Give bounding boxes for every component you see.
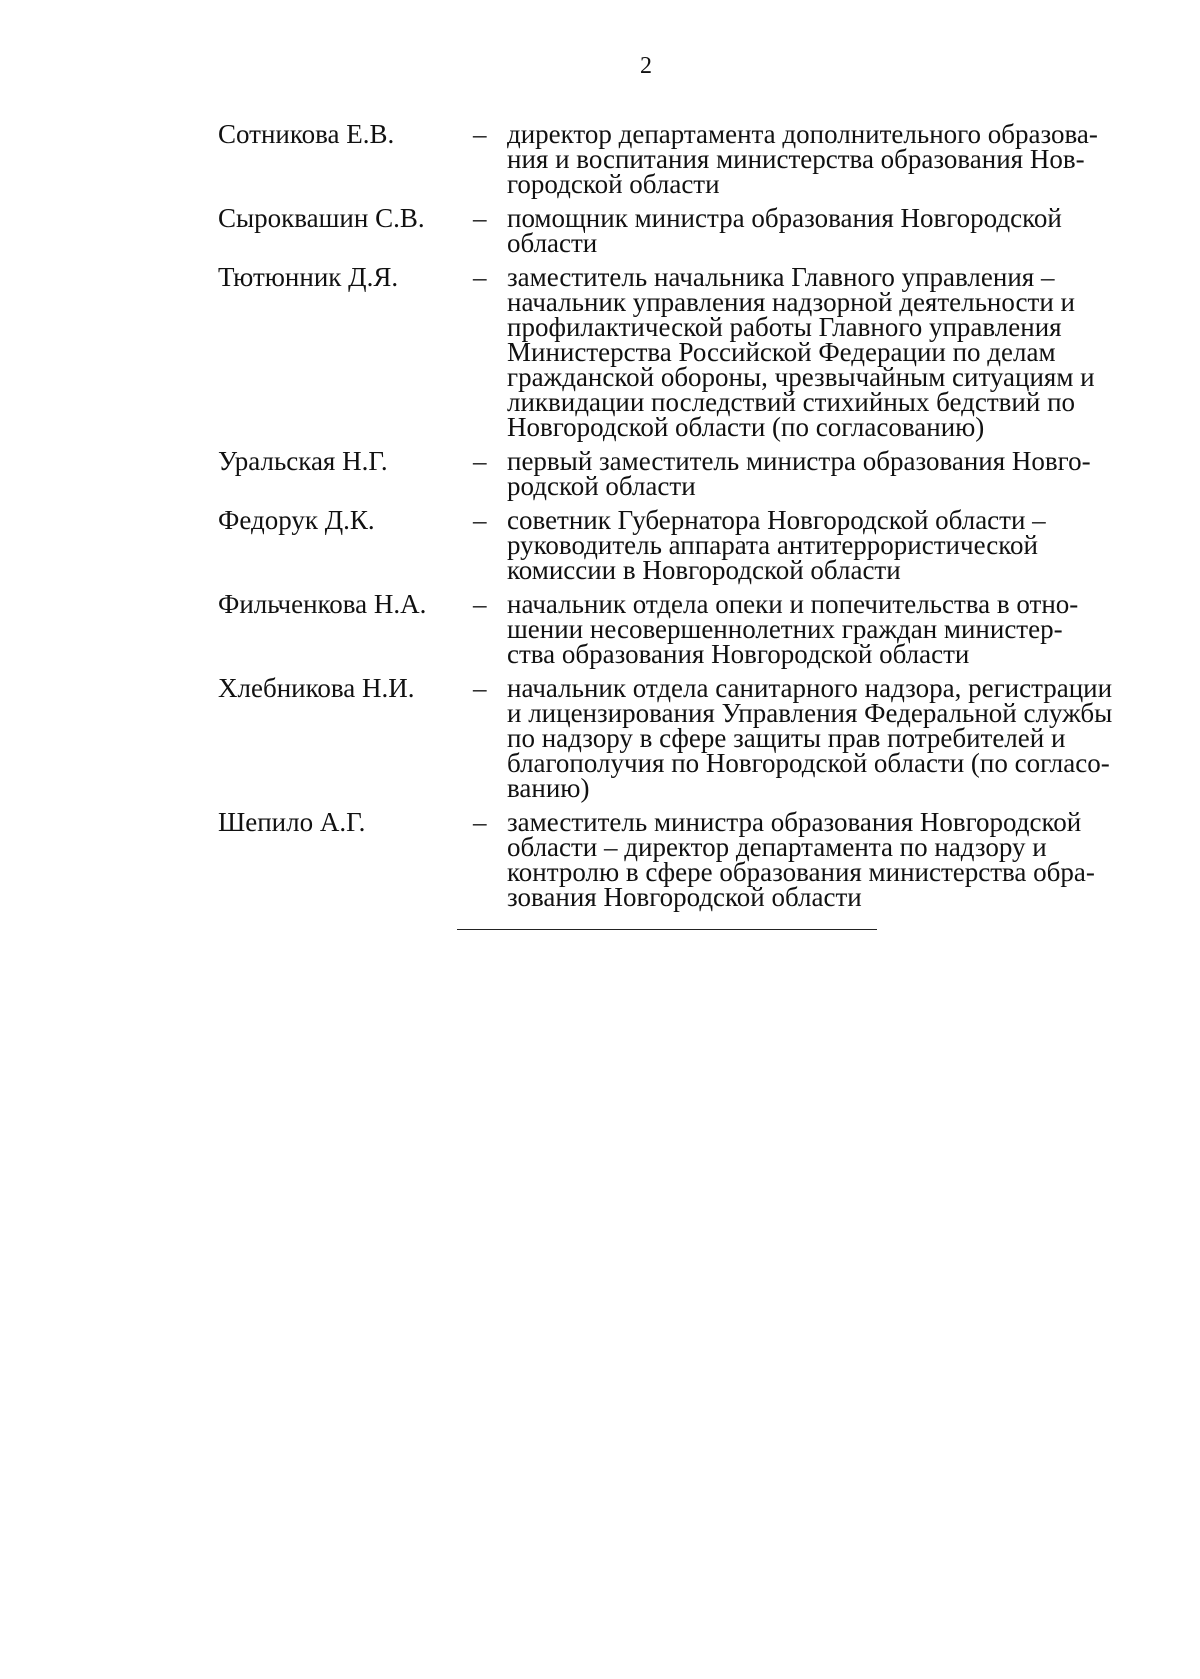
role-line: директор департамента дополнительного образова- xyxy=(507,119,1098,149)
member-role xyxy=(507,505,1138,585)
list-item xyxy=(218,673,1138,803)
list-item xyxy=(218,203,1138,258)
dash-separator: – xyxy=(473,807,487,837)
page-number: 2 xyxy=(640,53,652,79)
role-line: начальник управления надзорной деятельности и xyxy=(507,287,1075,317)
member-role xyxy=(507,203,1138,258)
member-name: Тютюнник Д.Я. xyxy=(218,262,399,292)
dash-separator: – xyxy=(473,446,487,476)
member-name: Сотникова Е.В. xyxy=(218,119,395,149)
dash-separator: – xyxy=(473,119,487,149)
closing-rule xyxy=(457,929,877,930)
member-list xyxy=(218,119,1138,919)
role-line: ванию) xyxy=(507,773,590,803)
role-line: профилактической работы Главного управления xyxy=(507,312,1062,342)
dash-separator: – xyxy=(473,505,487,535)
role-line: помощник министра образования Новгородской xyxy=(507,203,1062,233)
list-item xyxy=(218,446,1138,501)
role-line: контролю в сфере образования министерства обра- xyxy=(507,857,1095,887)
role-line: советник Губернатора Новгородской области – xyxy=(507,505,1046,535)
member-name: Фильченкова Н.А. xyxy=(218,589,427,619)
role-line: по надзору в сфере защиты прав потребителей и xyxy=(507,723,1066,753)
role-line: области xyxy=(507,228,598,258)
member-name: Сыроквашин С.В. xyxy=(218,203,425,233)
role-line: первый заместитель министра образования Новго- xyxy=(507,446,1091,476)
member-role xyxy=(507,446,1138,501)
member-name: Уральская Н.Г. xyxy=(218,446,388,476)
role-line: области – директор департамента по надзору и xyxy=(507,832,1047,862)
role-line: Министерства Российской Федерации по делам xyxy=(507,337,1056,367)
member-role xyxy=(507,119,1138,199)
role-line: начальник отдела санитарного надзора, регистрации xyxy=(507,673,1113,703)
member-role xyxy=(507,262,1138,442)
role-line: заместитель начальника Главного управления – xyxy=(507,262,1055,292)
dash-separator: – xyxy=(473,262,487,292)
member-name: Хлебникова Н.И. xyxy=(218,673,415,703)
role-line: шении несовершеннолетних граждан министер- xyxy=(507,614,1063,644)
member-name: Шепило А.Г. xyxy=(218,807,366,837)
role-line: комиссии в Новгородской области xyxy=(507,555,901,585)
role-line: и лицензирования Управления Федеральной службы xyxy=(507,698,1113,728)
role-line: родской области xyxy=(507,471,696,501)
list-item xyxy=(218,505,1138,585)
role-line: заместитель министра образования Новгородской xyxy=(507,807,1082,837)
list-item xyxy=(218,262,1138,442)
role-line: руководитель аппарата антитеррористической xyxy=(507,530,1038,560)
member-role xyxy=(507,589,1138,669)
role-line: городской области xyxy=(507,169,720,199)
list-item xyxy=(218,119,1138,199)
list-item xyxy=(218,807,1138,912)
role-line: ства образования Новгородской области xyxy=(507,639,970,669)
dash-separator: – xyxy=(473,203,487,233)
role-line: зования Новгородской области xyxy=(507,882,862,912)
dash-separator: – xyxy=(473,673,487,703)
member-role xyxy=(507,673,1138,803)
role-line: Новгородской области (по согласованию) xyxy=(507,412,985,442)
member-name: Федорук Д.К. xyxy=(218,505,375,535)
dash-separator: – xyxy=(473,589,487,619)
role-line: начальник отдела опеки и попечительства в отно- xyxy=(507,589,1079,619)
list-item xyxy=(218,589,1138,669)
role-line: ликвидации последствий стихийных бедствий по xyxy=(507,387,1076,417)
role-line: ния и воспитания министерства образования Нов- xyxy=(507,144,1085,174)
role-line: благополучия по Новгородской области (по согласо- xyxy=(507,748,1110,778)
member-role xyxy=(507,807,1138,912)
role-line: гражданской обороны, чрезвычайным ситуациям и xyxy=(507,362,1095,392)
